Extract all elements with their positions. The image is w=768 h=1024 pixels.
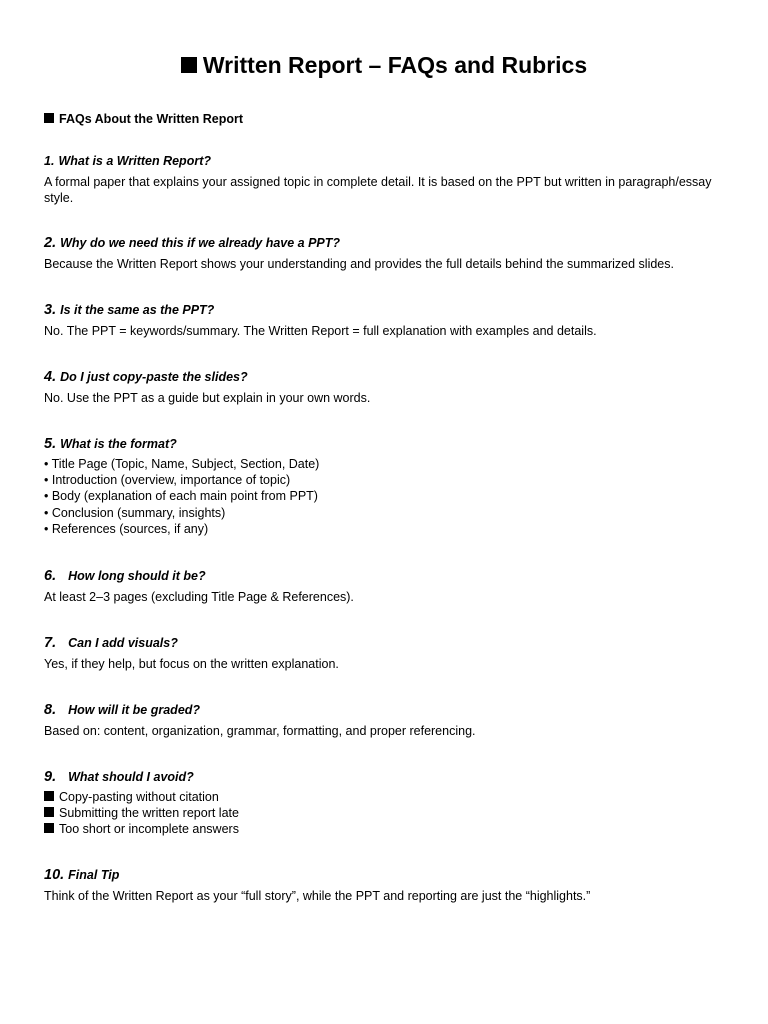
faq-number: 3. bbox=[44, 302, 57, 318]
black-square-icon bbox=[44, 823, 54, 833]
faq-question-text: How will it be graded? bbox=[68, 703, 201, 717]
list-item: Too short or incomplete answers bbox=[44, 821, 734, 837]
faq-question bbox=[44, 568, 734, 585]
faq-question bbox=[44, 702, 734, 719]
faq-question-text: Is it the same as the PPT? bbox=[60, 303, 215, 317]
faq-number: 2. bbox=[44, 235, 57, 251]
faq-item-9 bbox=[44, 769, 734, 838]
faq-answer: No. The PPT = keywords/summary. The Written Report = full explanation with examples and details. bbox=[44, 324, 597, 338]
faq-item-2 bbox=[44, 235, 734, 272]
faq-answer: Yes, if they help, but focus on the written explanation. bbox=[44, 657, 339, 671]
black-square-icon bbox=[181, 57, 197, 73]
section-heading bbox=[44, 111, 243, 128]
black-square-icon bbox=[44, 791, 54, 801]
faq-number: 5. bbox=[44, 436, 57, 452]
faq-question-text: Why do we need this if we already have a PPT? bbox=[60, 236, 341, 250]
faq-question bbox=[44, 436, 734, 453]
list-item: • References (sources, if any) bbox=[44, 521, 209, 536]
section-heading-text: FAQs About the Written Report bbox=[59, 112, 244, 126]
faq-question-text: Do I just copy-paste the slides? bbox=[60, 370, 248, 384]
list-item: Copy-pasting without citation bbox=[44, 789, 734, 805]
faq-number: 6. bbox=[44, 568, 57, 584]
faq-number: 4. bbox=[44, 369, 57, 385]
faq-item-5 bbox=[44, 436, 734, 537]
faq-question bbox=[44, 153, 734, 170]
faq-answer: A formal paper that explains your assigned topic in complete detail. It is based on the PPT but written in paragraph/essay style. bbox=[44, 175, 712, 206]
list-item: • Conclusion (summary, insights) bbox=[44, 505, 226, 520]
faq-question-text: What is a Written Report? bbox=[58, 154, 211, 168]
faq-question bbox=[44, 369, 734, 386]
faq-answer: Based on: content, organization, grammar, formatting, and proper referencing. bbox=[44, 724, 476, 738]
faq-item-6 bbox=[44, 568, 734, 605]
faq-answer: Because the Written Report shows your understanding and provides the full details behind the summarized slides. bbox=[44, 257, 674, 271]
faq-item-10 bbox=[44, 867, 734, 904]
faq-question bbox=[44, 867, 734, 884]
faq-answer: Think of the Written Report as your “full story”, while the PPT and reporting are just the “highlights.” bbox=[44, 889, 591, 903]
list-item: Submitting the written report late bbox=[44, 805, 734, 821]
faq-item-4 bbox=[44, 369, 734, 406]
faq-answer: No. Use the PPT as a guide but explain in your own words. bbox=[44, 391, 371, 405]
faq-number: 10. bbox=[44, 867, 65, 883]
document-title bbox=[0, 50, 768, 80]
list-item: • Title Page (Topic, Name, Subject, Section, Date) bbox=[44, 457, 320, 471]
faq-question-text: What should I avoid? bbox=[68, 770, 194, 784]
faq-question bbox=[44, 302, 734, 319]
avoid-list bbox=[44, 789, 734, 838]
faq-question bbox=[44, 635, 734, 652]
black-square-icon bbox=[44, 113, 54, 123]
faq-question-text: Final Tip bbox=[68, 868, 120, 882]
faq-number: 8. bbox=[44, 702, 57, 718]
faq-number: 7. bbox=[44, 635, 57, 651]
faq-item-1 bbox=[44, 153, 734, 206]
faq-item-7 bbox=[44, 635, 734, 672]
faq-item-3 bbox=[44, 302, 734, 339]
faq-question-text: How long should it be? bbox=[68, 569, 206, 583]
faq-question-text: Can I add visuals? bbox=[68, 636, 178, 650]
faq-question-text: What is the format? bbox=[60, 437, 177, 451]
faq-item-8 bbox=[44, 702, 734, 739]
faq-number: 9. bbox=[44, 769, 57, 785]
list-item: • Body (explanation of each main point from PPT) bbox=[44, 489, 318, 504]
faq-question bbox=[44, 769, 734, 786]
faq-number: 1. bbox=[44, 154, 55, 168]
list-item: • Introduction (overview, importance of topic) bbox=[44, 473, 291, 488]
black-square-icon bbox=[44, 807, 54, 817]
faq-answer: At least 2–3 pages (excluding Title Page & References). bbox=[44, 590, 354, 604]
format-list bbox=[44, 456, 734, 537]
faq-question bbox=[44, 235, 734, 252]
document-title-text: Written Report – FAQs and Rubrics bbox=[202, 52, 588, 78]
